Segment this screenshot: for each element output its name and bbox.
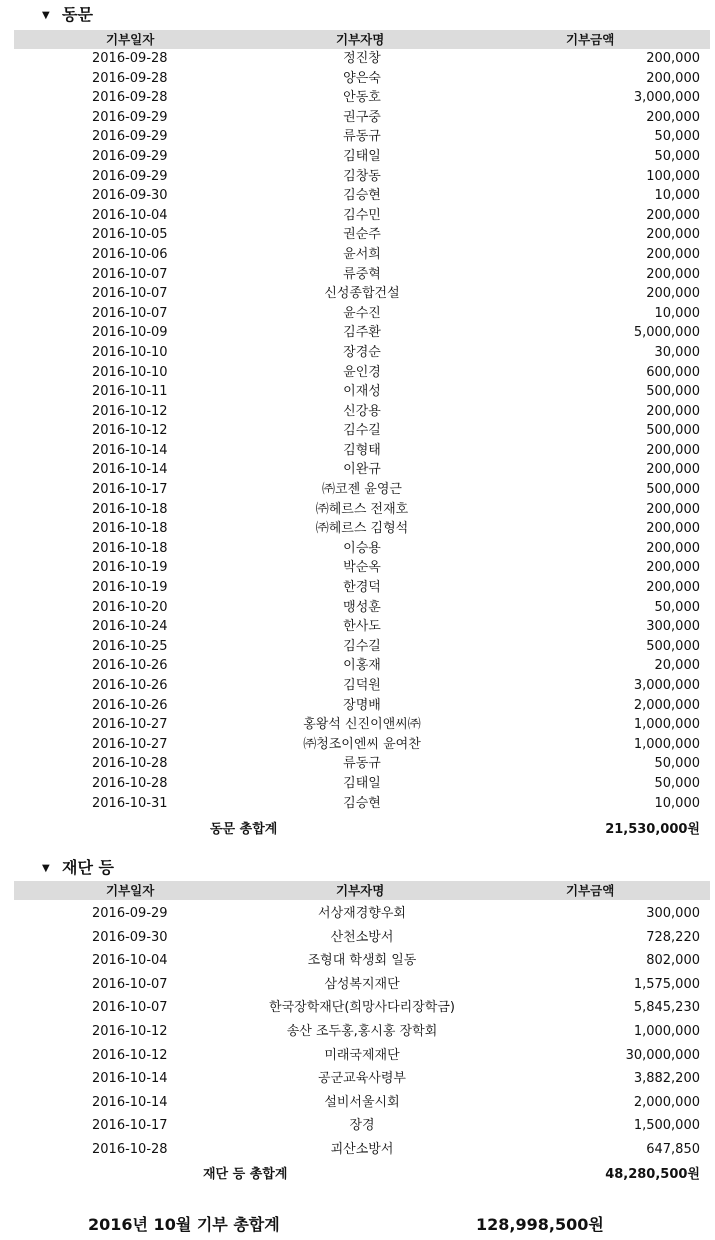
table-row (14, 49, 710, 69)
donation-date: 2016-10-26 (92, 678, 168, 693)
table-row (14, 926, 710, 950)
donation-amount: 3,882,200 (633, 1071, 700, 1087)
donation-amount: 200,000 (646, 70, 700, 86)
donor-name: 서상재경향우회 (318, 906, 406, 921)
donation-date: 2016-10-10 (92, 344, 168, 360)
donation-amount: 200,000 (646, 560, 700, 576)
donation-amount: 50,000 (654, 756, 700, 772)
donation-amount: 300,000 (646, 906, 700, 921)
donation-date: 2016-10-28 (92, 775, 168, 791)
donation-date: 2016-10-26 (92, 658, 168, 674)
donor-name: 삼성복지재단 (324, 976, 400, 992)
header-name: 기부자명 (336, 883, 385, 898)
donor-name: 김수민 (343, 207, 381, 223)
table-row (14, 225, 710, 245)
donor-name: 윤인경 (343, 364, 381, 380)
table-row (14, 656, 710, 676)
table-row (14, 421, 710, 441)
alumni-total-value: 21,530,000원 (605, 822, 700, 837)
donor-name: 박순옥 (343, 560, 381, 576)
table-row (14, 1138, 710, 1162)
donation-date: 2016-10-14 (92, 462, 168, 478)
donation-date: 2016-10-14 (92, 1071, 168, 1087)
donation-amount: 20,000 (654, 658, 700, 674)
donation-amount: 50,000 (654, 129, 700, 145)
donor-name: ㈜청조이엔씨 윤여찬 (303, 736, 421, 752)
donation-amount: 100,000 (646, 168, 700, 184)
donation-amount: 647,850 (646, 1141, 700, 1157)
table-row (14, 774, 710, 794)
table-row (14, 500, 710, 520)
header-name: 기부자명 (336, 32, 385, 47)
donation-amount: 200,000 (646, 109, 700, 125)
donation-amount: 3,000,000 (633, 90, 700, 106)
donation-amount: 500,000 (646, 423, 700, 439)
donor-name: 괴산소방서 (330, 1141, 394, 1157)
header-amount: 기부금액 (566, 32, 615, 47)
donation-amount: 30,000 (654, 344, 700, 360)
donor-name: 김주환 (343, 325, 381, 341)
donor-name: 공군교육사령부 (318, 1071, 406, 1087)
table-row (14, 284, 710, 304)
table-row (14, 402, 710, 422)
donation-amount: 5,000,000 (633, 325, 700, 341)
donation-amount: 728,220 (646, 929, 700, 945)
table-row (14, 343, 710, 363)
table-row (14, 902, 710, 926)
donation-amount: 50,000 (654, 148, 700, 164)
donation-date: 2016-10-04 (92, 207, 168, 223)
table-row (14, 794, 710, 814)
donation-date: 2016-10-12 (92, 1023, 168, 1039)
table-row (14, 1020, 710, 1044)
grand-total-label: 2016년 10월 기부 총합계 (88, 1215, 280, 1234)
foundation-total-value: 48,280,500원 (605, 1167, 700, 1182)
donation-amount: 1,000,000 (633, 717, 700, 733)
donation-date: 2016-09-29 (92, 129, 168, 145)
donation-amount: 200,000 (646, 51, 700, 66)
donation-date: 2016-09-29 (92, 148, 168, 164)
section-title-foundation[interactable]: ▼ 재단 등 (42, 857, 114, 879)
donation-date: 2016-10-14 (92, 442, 168, 458)
donation-date: 2016-09-28 (92, 90, 168, 106)
donation-list-foundation (14, 902, 710, 1162)
donor-name: 김덕원 (343, 678, 381, 693)
donor-name: 미래국제재단 (324, 1047, 400, 1063)
donor-name: 김태일 (343, 775, 381, 791)
donation-date: 2016-10-27 (92, 717, 168, 733)
table-row (14, 441, 710, 461)
donor-name: 신강용 (343, 403, 381, 419)
table-row (14, 265, 710, 285)
table-row (14, 598, 710, 618)
donation-amount: 200,000 (646, 246, 700, 262)
donation-date: 2016-09-29 (92, 109, 168, 125)
donation-amount: 30,000,000 (625, 1047, 700, 1063)
table-row (14, 1067, 710, 1091)
donor-name: 산천소방서 (330, 929, 394, 945)
donation-amount: 200,000 (646, 207, 700, 223)
table-row (14, 127, 710, 147)
table-row (14, 382, 710, 402)
donor-name: 홍왕석 신진이앤씨㈜ (303, 717, 421, 733)
donation-date: 2016-10-14 (92, 1094, 168, 1110)
table-row (14, 186, 710, 206)
donation-amount: 200,000 (646, 580, 700, 596)
donation-date: 2016-10-05 (92, 227, 168, 243)
grand-total-value: 128,998,500원 (476, 1215, 604, 1234)
donor-name: 장경 (349, 1118, 375, 1134)
donation-date: 2016-10-27 (92, 736, 168, 752)
header-date: 기부일자 (106, 883, 155, 898)
header-amount: 기부금액 (566, 883, 615, 898)
table-row (14, 1091, 710, 1115)
donor-name: 이재성 (343, 384, 381, 400)
donation-amount: 300,000 (646, 619, 700, 635)
donor-name: 맹성훈 (343, 599, 381, 615)
donor-name: ㈜헤르스 김형석 (315, 521, 409, 537)
table-row (14, 245, 710, 265)
donation-amount: 200,000 (646, 227, 700, 243)
donation-amount: 500,000 (646, 384, 700, 400)
donor-name: 김수길 (343, 423, 381, 439)
table-row (14, 88, 710, 108)
table-row (14, 147, 710, 167)
donation-list-alumni (14, 49, 710, 813)
table-row (14, 1114, 710, 1138)
donation-amount: 200,000 (646, 266, 700, 282)
donation-date: 2016-10-17 (92, 1118, 168, 1134)
donation-date: 2016-10-20 (92, 599, 168, 615)
donation-date: 2016-10-07 (92, 266, 168, 282)
donation-amount: 802,000 (646, 953, 700, 969)
table-row (14, 676, 710, 696)
donation-date: 2016-10-28 (92, 756, 168, 772)
donation-date: 2016-10-19 (92, 580, 168, 596)
donor-name: 정진창 (343, 51, 381, 66)
donor-name: 송산 조두홍,홍시홍 장학회 (286, 1023, 438, 1039)
table-row (14, 973, 710, 997)
donor-name: ㈜헤르스 전재호 (315, 501, 409, 517)
collapse-triangle-icon[interactable]: ▼ (42, 862, 50, 874)
donation-date: 2016-09-30 (92, 188, 168, 204)
table-header-alumni (14, 30, 710, 49)
donation-amount: 500,000 (646, 482, 700, 498)
donation-date: 2016-09-29 (92, 906, 168, 921)
donor-name: 양은숙 (343, 70, 381, 86)
donation-date: 2016-10-26 (92, 697, 168, 713)
donation-date: 2016-10-07 (92, 976, 168, 992)
donation-amount: 1,500,000 (633, 1118, 700, 1134)
donation-date: 2016-10-07 (92, 1000, 168, 1016)
header-date: 기부일자 (106, 32, 155, 47)
donation-amount: 5,845,230 (633, 1000, 700, 1016)
donor-name: 김수길 (343, 638, 381, 654)
donor-name: 권구중 (343, 109, 381, 125)
donor-name: 류동규 (343, 756, 381, 772)
donation-date: 2016-09-29 (92, 168, 168, 184)
foundation-total-label: 재단 등 총합계 (203, 1167, 288, 1182)
donation-amount: 600,000 (646, 364, 700, 380)
donor-name: 신성종합건설 (324, 286, 400, 302)
donor-name: 김형태 (343, 442, 381, 458)
table-row (14, 539, 710, 559)
donation-date: 2016-10-31 (92, 795, 168, 811)
table-row (14, 206, 710, 226)
table-row (14, 715, 710, 735)
donation-date: 2016-10-10 (92, 364, 168, 380)
donation-date: 2016-10-09 (92, 325, 168, 341)
table-row (14, 1044, 710, 1068)
donation-date: 2016-09-28 (92, 51, 168, 66)
donation-date: 2016-10-18 (92, 540, 168, 556)
donation-date: 2016-10-25 (92, 638, 168, 654)
donation-amount: 10,000 (654, 305, 700, 321)
table-row (14, 460, 710, 480)
donor-name: 류중혁 (343, 266, 381, 282)
donor-name: 한국장학재단(희망사다리장학금) (269, 1000, 455, 1016)
donation-date: 2016-10-12 (92, 403, 168, 419)
donation-amount: 200,000 (646, 286, 700, 302)
donation-date: 2016-10-12 (92, 423, 168, 439)
donation-date: 2016-09-28 (92, 70, 168, 86)
donation-amount: 200,000 (646, 442, 700, 458)
donation-amount: 50,000 (654, 775, 700, 791)
donation-amount: 10,000 (654, 795, 700, 811)
donation-amount: 10,000 (654, 188, 700, 204)
donor-name: 윤서희 (343, 246, 381, 262)
table-row (14, 578, 710, 598)
donation-date: 2016-10-11 (92, 384, 168, 400)
table-row (14, 996, 710, 1020)
donor-name: 안동호 (343, 90, 381, 106)
donation-date: 2016-10-28 (92, 1141, 168, 1157)
donor-name: 설비서울시회 (324, 1094, 400, 1110)
donation-date: 2016-10-19 (92, 560, 168, 576)
donor-name: ㈜코젠 윤영근 (322, 482, 402, 498)
donor-name: 이완규 (343, 462, 381, 478)
donation-amount: 3,000,000 (633, 678, 700, 693)
donation-amount: 200,000 (646, 403, 700, 419)
donation-date: 2016-10-07 (92, 286, 168, 302)
donation-date: 2016-10-07 (92, 305, 168, 321)
donor-name: 윤수진 (343, 305, 381, 321)
collapse-triangle-icon[interactable]: ▼ (42, 9, 50, 21)
donation-amount: 1,000,000 (633, 1023, 700, 1039)
donor-name: 이홍재 (343, 658, 381, 674)
table-row (14, 363, 710, 383)
donor-name: 이승용 (343, 540, 381, 556)
table-row (14, 167, 710, 187)
table-row (14, 696, 710, 716)
donation-date: 2016-10-18 (92, 501, 168, 517)
table-row (14, 949, 710, 973)
donation-amount: 2,000,000 (633, 697, 700, 713)
table-row (14, 323, 710, 343)
donor-name: 권순주 (343, 227, 381, 243)
table-row (14, 108, 710, 128)
table-row (14, 754, 710, 774)
donation-date: 2016-10-18 (92, 521, 168, 537)
donation-date: 2016-10-12 (92, 1047, 168, 1063)
donation-amount: 200,000 (646, 462, 700, 478)
donation-amount: 1,000,000 (633, 736, 700, 752)
table-row (14, 480, 710, 500)
donation-amount: 200,000 (646, 521, 700, 537)
donor-name: 김승현 (343, 188, 381, 204)
table-row (14, 519, 710, 539)
donation-date: 2016-10-06 (92, 246, 168, 262)
table-row (14, 637, 710, 657)
table-row (14, 69, 710, 89)
donation-amount: 2,000,000 (633, 1094, 700, 1110)
table-row (14, 558, 710, 578)
donor-name: 장경순 (343, 344, 381, 360)
donation-amount: 200,000 (646, 501, 700, 517)
donor-name: 조형대 학생회 일동 (307, 953, 417, 969)
donor-name: 장명배 (343, 697, 381, 713)
table-row (14, 304, 710, 324)
section-title-alumni[interactable]: ▼ 동문 (42, 4, 93, 26)
donor-name: 한경덕 (343, 580, 381, 596)
donor-name: 류동규 (343, 129, 381, 145)
donor-name: 한사도 (343, 619, 381, 635)
donation-date: 2016-10-04 (92, 953, 168, 969)
donor-name: 김태일 (343, 148, 381, 164)
donor-name: 김승현 (343, 795, 381, 811)
donation-date: 2016-10-24 (92, 619, 168, 635)
donation-amount: 1,575,000 (633, 976, 700, 992)
table-row (14, 735, 710, 755)
donation-amount: 200,000 (646, 540, 700, 556)
donor-name: 김창동 (343, 168, 381, 184)
table-row (14, 617, 710, 637)
table-header-foundation (14, 881, 710, 900)
donation-amount: 500,000 (646, 638, 700, 654)
donation-amount: 50,000 (654, 599, 700, 615)
donation-date: 2016-09-30 (92, 929, 168, 945)
alumni-total-label: 동문 총합계 (210, 822, 278, 837)
donation-date: 2016-10-17 (92, 482, 168, 498)
